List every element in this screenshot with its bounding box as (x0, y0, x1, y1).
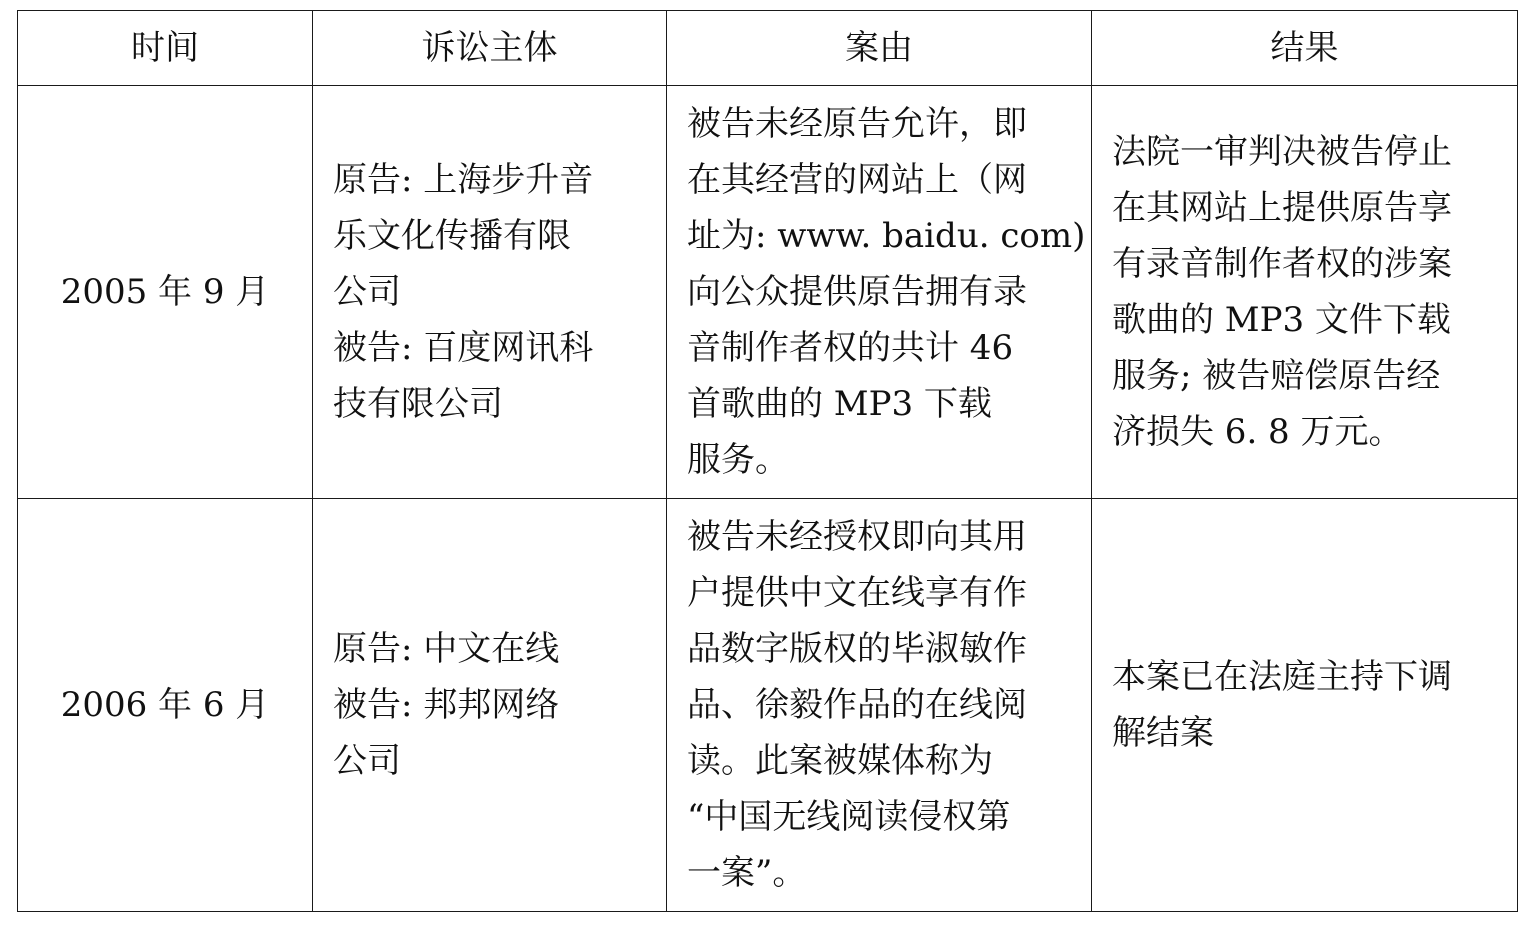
text-line: 被告: 邦邦网络 (333, 685, 560, 725)
text-line: 有录音制作者权的涉案 (1112, 244, 1452, 284)
table-row (18, 499, 1518, 912)
text-line: 解结案 (1112, 713, 1214, 753)
text-line: 服务; 被告赔偿原告经 (1112, 356, 1441, 396)
text-line: 济损失 6. 8 万元。 (1112, 412, 1403, 452)
text-line: 读。此案被媒体称为 (687, 741, 993, 781)
cell-parties (313, 499, 667, 912)
header-parties: 诉讼主体 (313, 11, 667, 86)
text-line: 公司 (333, 741, 401, 781)
text-line: 公司 (333, 272, 401, 312)
cell-parties (313, 86, 667, 499)
text-line: 原告: 上海步升音 (333, 160, 594, 200)
text-line: 在其网站上提供原告享 (1112, 188, 1452, 228)
text-line: 本案已在法庭主持下调 (1112, 657, 1452, 697)
cell-date: 2006 年 6 月 (18, 499, 313, 912)
text-line: 向公众提供原告拥有录 (687, 272, 1027, 312)
cell-cause (667, 499, 1092, 912)
cell-date: 2005 年 9 月 (18, 86, 313, 499)
text-line: 被告: 百度网讯科 (333, 328, 594, 368)
case-table (17, 10, 1518, 912)
header-cause: 案由 (667, 11, 1092, 86)
text-line: 品、徐毅作品的在线阅 (687, 685, 1027, 725)
text-line: 被告未经授权即向其用 (687, 517, 1027, 557)
header-time: 时间 (18, 11, 313, 86)
text-line: 品数字版权的毕淑敏作 (687, 629, 1027, 669)
text-line: 乐文化传播有限 (333, 216, 571, 256)
text-line: 户提供中文在线享有作 (687, 573, 1027, 613)
text-line: 在其经营的网站上（网 (687, 160, 1027, 200)
text-line: 法院一审判决被告停止 (1112, 132, 1452, 172)
cell-cause (667, 86, 1092, 499)
text-line: 原告: 中文在线 (333, 629, 560, 669)
text-line: “中国无线阅读侵权第 (687, 797, 1011, 837)
cell-result (1092, 499, 1518, 912)
text-line: 被告未经原告允许，即 (687, 104, 1027, 144)
text-line: 服务。 (687, 440, 789, 480)
text-line: 一案”。 (687, 853, 807, 893)
table-row (18, 86, 1518, 499)
text-line: 首歌曲的 MP3 下载 (687, 384, 992, 424)
text-line: 歌曲的 MP3 文件下载 (1112, 300, 1451, 340)
text-line: 音制作者权的共计 46 (687, 328, 1014, 368)
header-result: 结果 (1092, 11, 1518, 86)
header-row (18, 11, 1518, 86)
text-line: 址为: www. baidu. com) (687, 216, 1086, 256)
text-line: 技有限公司 (333, 384, 503, 424)
cell-result (1092, 86, 1518, 499)
